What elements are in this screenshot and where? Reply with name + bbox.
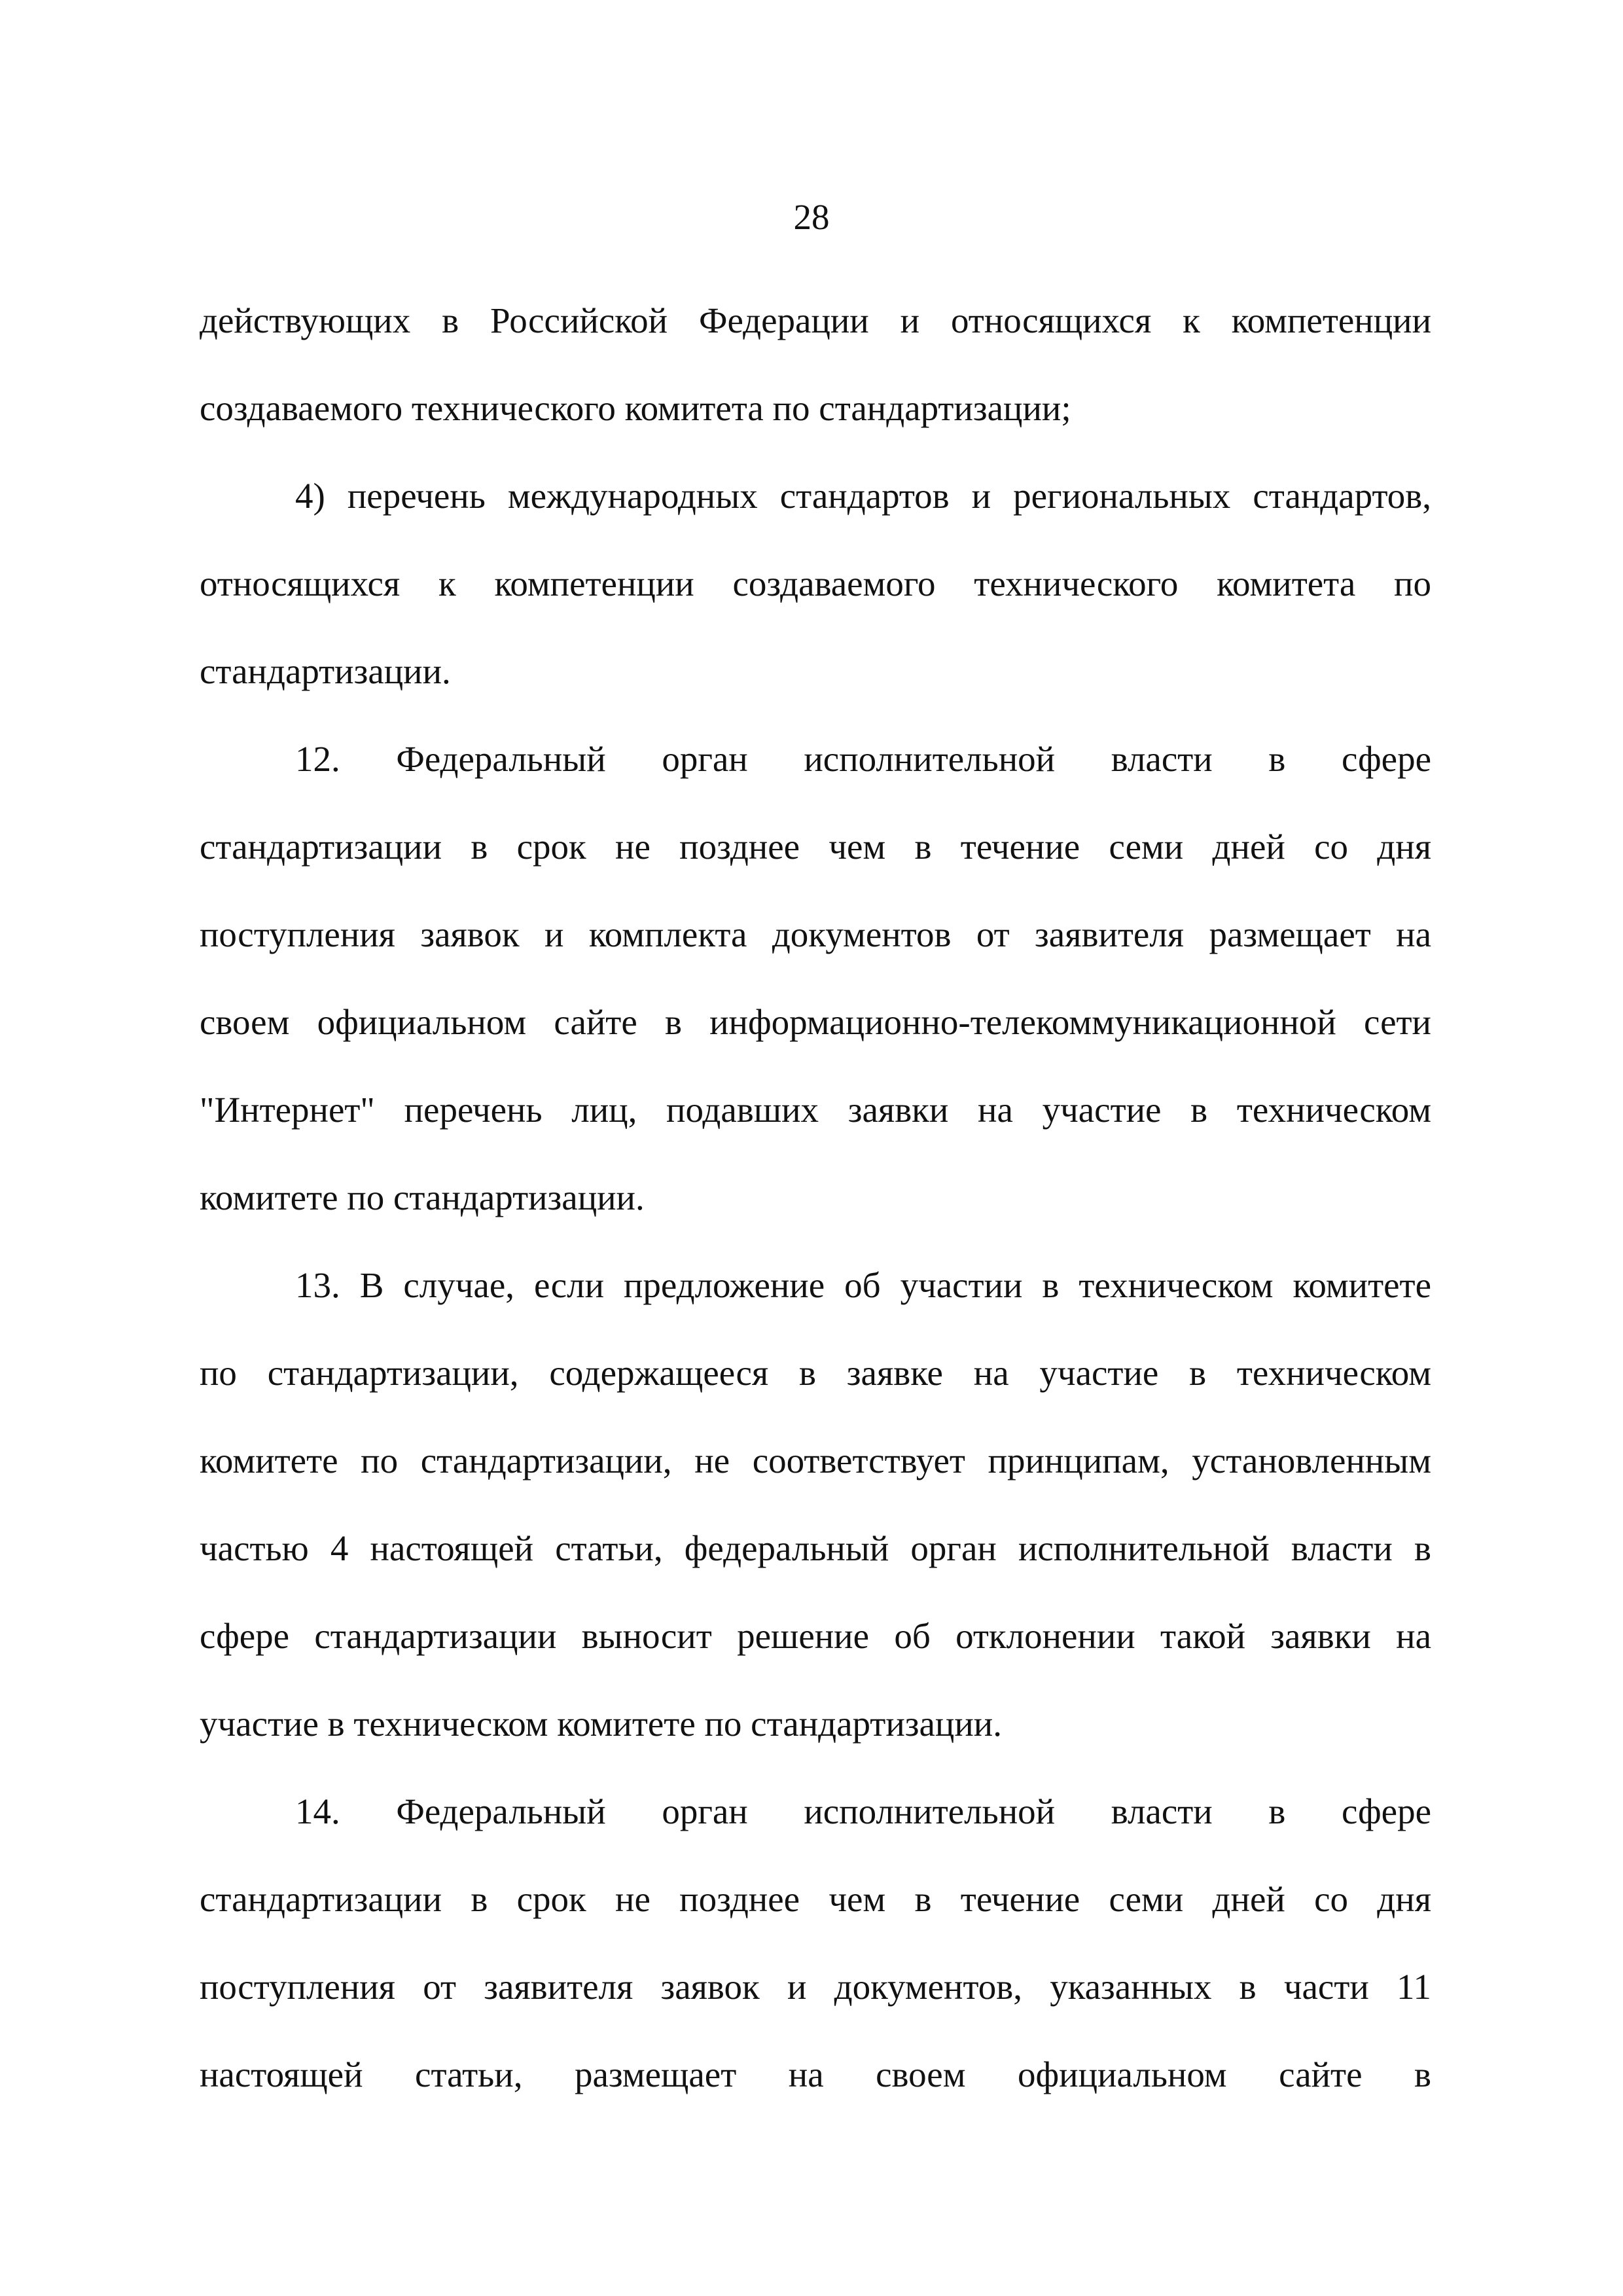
text-line: поступления заявок и комплекта документов от заявителя размещает на xyxy=(200,914,1431,954)
text-line: комитете по стандартизации. xyxy=(200,1177,645,1217)
text-line: комитете по стандартизации, не соответствует принципам, установленным xyxy=(200,1441,1431,1480)
text-line: 12. Федеральный орган исполнительной власти в сфере xyxy=(295,739,1431,779)
text-line: 14. Федеральный орган исполнительной власти в сфере xyxy=(295,1791,1431,1831)
text-line: частью 4 настоящей статьи, федеральный орган исполнительной власти в xyxy=(200,1528,1431,1568)
text-line: 4) перечень международных стандартов и региональных стандартов, xyxy=(295,476,1431,516)
text-line: "Интернет" перечень лиц, подавших заявки на участие в техническом xyxy=(200,1090,1431,1130)
text-line: участие в техническом комитете по стандартизации. xyxy=(200,1704,1002,1744)
text-line: стандартизации. xyxy=(200,651,451,691)
text-line: действующих в Российской Федерации и относящихся к компетенции xyxy=(200,300,1431,340)
text-line: поступления от заявителя заявок и документов, указанных в части 11 xyxy=(200,1967,1431,2007)
text-line: своем официальном сайте в информационно-телекоммуникационной сети xyxy=(200,1002,1431,1042)
text-line: стандартизации в срок не позднее чем в течение семи дней со дня xyxy=(200,1879,1431,1919)
text-line: по стандартизации, содержащееся в заявке на участие в техническом xyxy=(200,1353,1431,1393)
text-line: настоящей статьи, размещает на своем официальном сайте в xyxy=(200,2054,1431,2094)
text-line: 13. В случае, если предложение об участии в техническом комитете xyxy=(295,1265,1431,1305)
body-text xyxy=(200,288,1431,2130)
text-line: создаваемого технического комитета по стандартизации; xyxy=(200,388,1071,428)
text-line: стандартизации в срок не позднее чем в течение семи дней со дня xyxy=(200,827,1431,867)
page-number: 28 xyxy=(793,197,830,237)
text-line: относящихся к компетенции создаваемого технического комитета по xyxy=(200,564,1431,603)
text-line: сфере стандартизации выносит решение об отклонении такой заявки на xyxy=(200,1616,1431,1656)
